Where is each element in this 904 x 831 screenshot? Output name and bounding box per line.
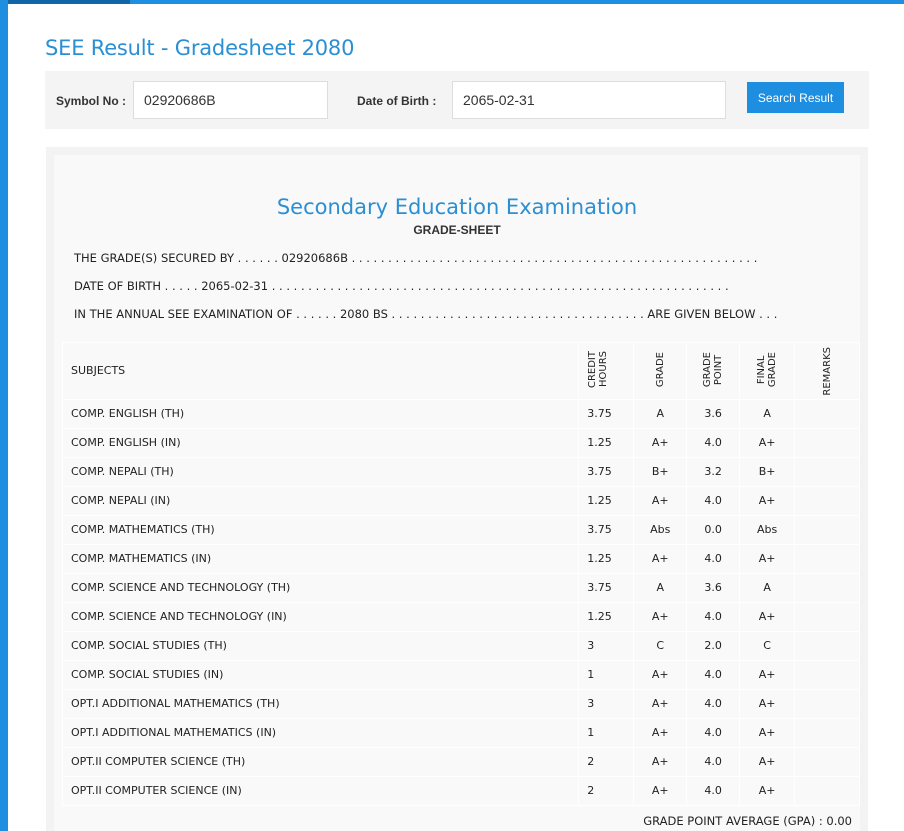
table-row [63,457,860,486]
credit-hours-cell: 1.25 [579,486,634,515]
date-of-birth-line: DATE OF BIRTH . . . . . 2065-02-31 . . . . . . . . . . . . . . . . . . . . . . . . . . . . . . . . . . . . . . . . . . . . . . . . . . . . . . . . . . . . . . . [74,279,729,293]
remarks-cell [795,602,860,631]
subject-cell: COMP. SOCIAL STUDIES (IN) [63,660,579,689]
grade-point-cell: 4.0 [687,544,740,573]
remarks-cell [795,544,860,573]
credit-hours-cell: 3.75 [579,515,634,544]
grade-point-cell: 4.0 [687,428,740,457]
credit-hours-cell: 1.25 [579,428,634,457]
credit-hours-cell: 3.75 [579,573,634,602]
grade-cell: A+ [634,747,687,776]
table-row [63,544,860,573]
subject-cell: COMP. NEPALI (TH) [63,457,579,486]
remarks-cell [795,776,860,805]
table-row [63,660,860,689]
subject-cell: OPT.II COMPUTER SCIENCE (TH) [63,747,579,776]
final-grade-cell: A+ [740,544,795,573]
final-grade-cell: A+ [740,428,795,457]
table-row [63,631,860,660]
credit-hours-header [579,343,634,400]
final-grade-header [740,343,795,400]
remarks-cell [795,660,860,689]
credit-hours-cell: 3.75 [579,399,634,428]
remarks-cell [795,718,860,747]
date-of-birth-input[interactable] [452,81,726,119]
final-grade-cell: C [740,631,795,660]
grade-cell: A [634,399,687,428]
table-row [63,602,860,631]
subject-cell: OPT.I ADDITIONAL MATHEMATICS (TH) [63,689,579,718]
table-row [63,515,860,544]
remarks-cell [795,486,860,515]
grade-point-cell: 4.0 [687,776,740,805]
grades-table-body [63,399,860,805]
final-grade-cell: Abs [740,515,795,544]
final-grade-cell: A+ [740,689,795,718]
grade-cell: C [634,631,687,660]
final-grade-cell: A+ [740,776,795,805]
final-grade-cell: A+ [740,602,795,631]
remarks-cell [795,747,860,776]
examination-line: IN THE ANNUAL SEE EXAMINATION OF . . . . . . 2080 BS . . . . . . . . . . . . . . . . . . . . . . . . . . . . . . . . . . . ARE GIVEN BELOW . . . [74,307,778,321]
table-row [63,486,860,515]
credit-hours-cell: 2 [579,776,634,805]
remarks-cell [795,399,860,428]
grade-point-cell: 4.0 [687,718,740,747]
credit-hours-cell: 1 [579,660,634,689]
grades-table [62,342,860,806]
subject-cell: COMP. SCIENCE AND TECHNOLOGY (TH) [63,573,579,602]
subject-cell: COMP. NEPALI (IN) [63,486,579,515]
gradesheet-panel [46,147,868,831]
credit-hours-cell: 3.75 [579,457,634,486]
remarks-cell [795,515,860,544]
grade-point-cell: 4.0 [687,660,740,689]
symbol-no-label: Symbol No : [56,94,127,108]
table-row [63,399,860,428]
final-grade-cell: A [740,573,795,602]
table-header-row [63,343,860,400]
grade-cell: A+ [634,718,687,747]
grade-header-text: GRADE [654,351,666,387]
exam-title: Secondary Education Examination [276,195,638,219]
gradesheet-label: GRADE-SHEET [413,223,501,237]
table-row [63,747,860,776]
grade-point-cell: 3.6 [687,399,740,428]
credit-hours-cell: 1.25 [579,602,634,631]
final-grade-cell: A+ [740,660,795,689]
final-grade-header-text: FINAL GRADE [756,351,779,387]
gpa-summary: GRADE POINT AVERAGE (GPA) : 0.00 [643,814,852,828]
table-row [63,776,860,805]
grade-cell: B+ [634,457,687,486]
final-grade-cell: A+ [740,747,795,776]
credit-hours-cell: 1 [579,718,634,747]
grade-point-cell: 4.0 [687,747,740,776]
left-accent-bar [0,0,8,831]
subject-cell: OPT.II COMPUTER SCIENCE (IN) [63,776,579,805]
grade-cell: A+ [634,689,687,718]
credit-hours-cell: 3 [579,689,634,718]
grade-cell: A+ [634,660,687,689]
page-title: SEE Result - Gradesheet 2080 [45,36,355,60]
grade-point-cell: 3.6 [687,573,740,602]
grade-point-cell: 4.0 [687,689,740,718]
search-form [45,71,869,129]
grade-cell: A [634,573,687,602]
grade-header [634,343,687,400]
table-row [63,428,860,457]
subject-cell: COMP. ENGLISH (IN) [63,428,579,457]
grade-point-cell: 4.0 [687,486,740,515]
symbol-no-input[interactable] [133,81,328,119]
subject-cell: COMP. ENGLISH (TH) [63,399,579,428]
grade-point-header [687,343,740,400]
credit-hours-cell: 2 [579,747,634,776]
subjects-header: SUBJECTS [63,343,579,400]
subject-cell: COMP. MATHEMATICS (IN) [63,544,579,573]
final-grade-cell: B+ [740,457,795,486]
remarks-cell [795,457,860,486]
remarks-header [795,343,860,400]
final-grade-cell: A [740,399,795,428]
grade-cell: A+ [634,776,687,805]
table-row [63,573,860,602]
grade-point-cell: 3.2 [687,457,740,486]
grade-cell: A+ [634,428,687,457]
grade-cell: Abs [634,515,687,544]
grade-point-cell: 4.0 [687,602,740,631]
subject-cell: OPT.I ADDITIONAL MATHEMATICS (IN) [63,718,579,747]
credit-hours-cell: 3 [579,631,634,660]
credit-hours-header-text: CREDIT HOURS [587,350,610,388]
grade-cell: A+ [634,602,687,631]
grade-cell: A+ [634,544,687,573]
search-result-button[interactable]: Search Result [747,82,844,113]
remarks-cell [795,573,860,602]
grade-cell: A+ [634,486,687,515]
table-row [63,689,860,718]
grade-point-cell: 2.0 [687,631,740,660]
remarks-header-text: REMARKS [821,347,833,396]
date-of-birth-label: Date of Birth : [357,94,437,108]
grades-secured-by-line: THE GRADE(S) SECURED BY . . . . . . 02920686B . . . . . . . . . . . . . . . . . . . . . . . . . . . . . . . . . . . . . . . . . . . . . . . . . . . . . . . . [74,251,758,265]
credit-hours-cell: 1.25 [579,544,634,573]
final-grade-cell: A+ [740,718,795,747]
grade-point-header-text: GRADE POINT [702,351,725,387]
top-accent-bar-dark [0,0,130,4]
remarks-cell [795,428,860,457]
top-accent-bar [0,0,904,4]
remarks-cell [795,631,860,660]
remarks-cell [795,689,860,718]
subject-cell: COMP. MATHEMATICS (TH) [63,515,579,544]
final-grade-cell: A+ [740,486,795,515]
table-row [63,718,860,747]
grade-point-cell: 0.0 [687,515,740,544]
subject-cell: COMP. SCIENCE AND TECHNOLOGY (IN) [63,602,579,631]
subject-cell: COMP. SOCIAL STUDIES (TH) [63,631,579,660]
gradesheet [54,155,860,831]
